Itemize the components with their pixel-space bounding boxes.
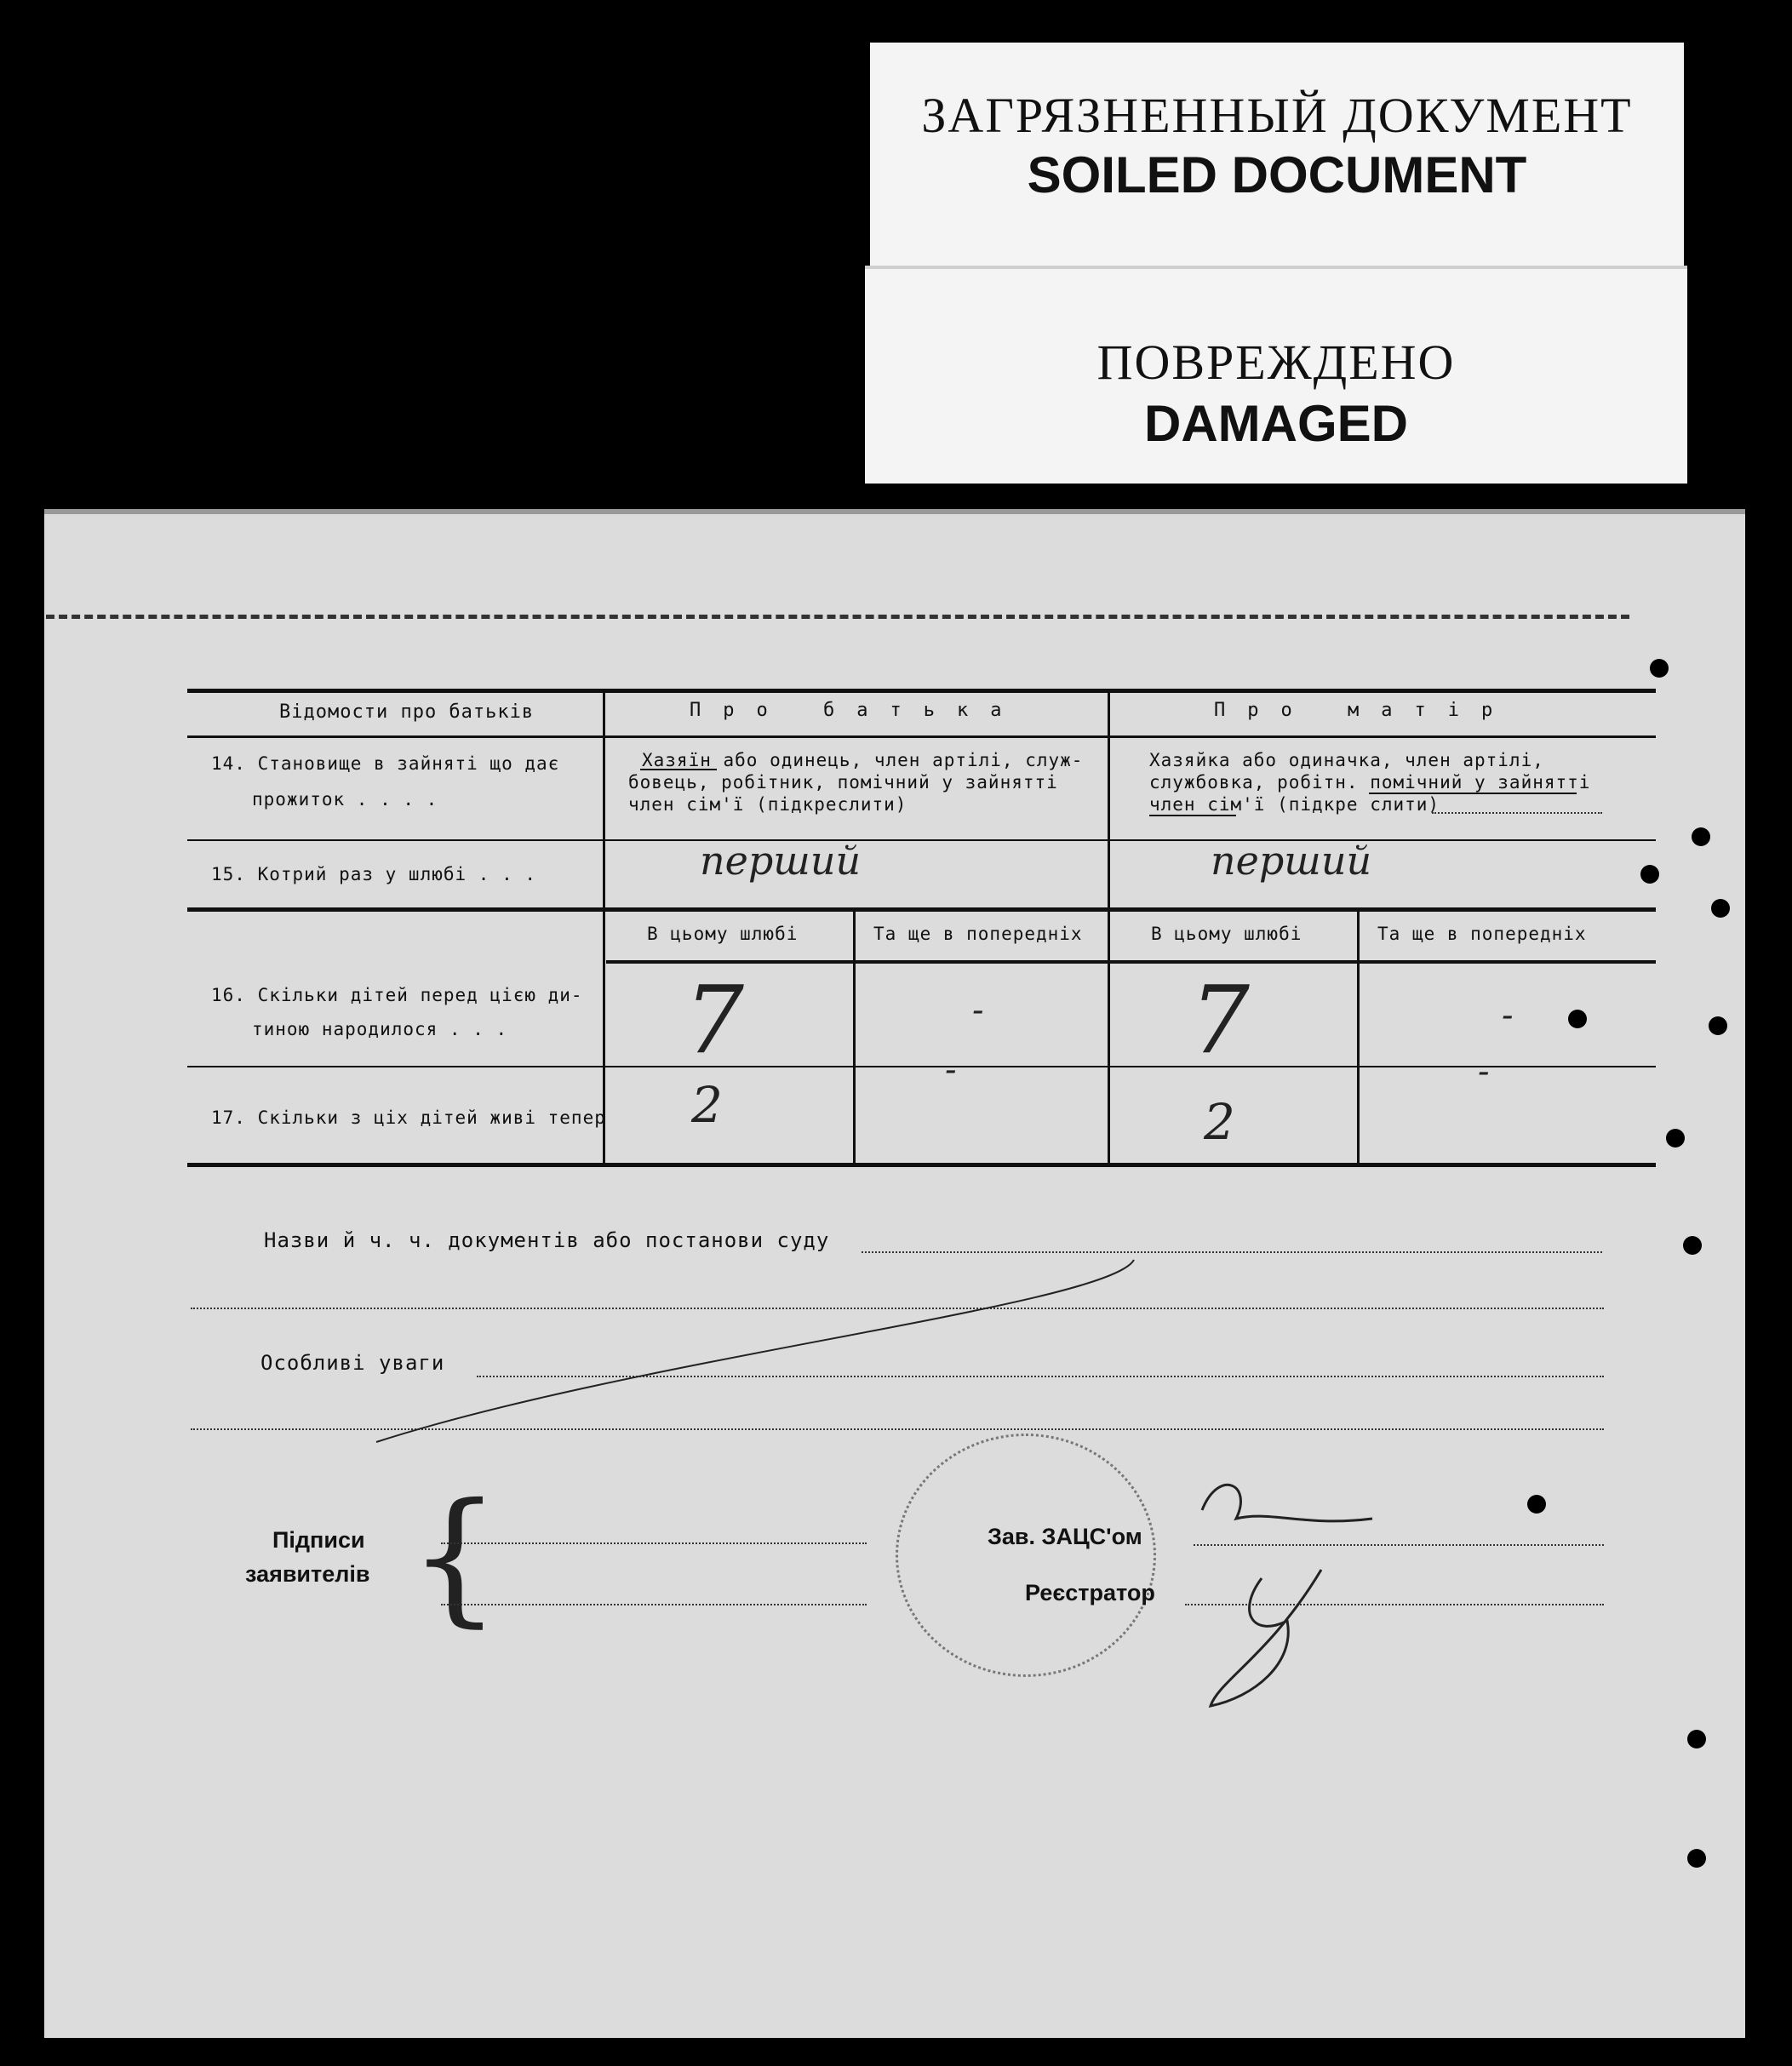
row16-father-this-value: 7 [684,965,744,1074]
row16-label-line2: тиною народилося . . . [252,1019,508,1039]
damaged-label-ru: ПОВРЕЖДЕНО [1096,335,1456,390]
row16-father-prev-value: - [972,991,984,1030]
row17-mother-prev-value: - [1478,1052,1490,1091]
header-mother: Про матір [1214,700,1515,721]
row14-mother-line2: службовка, робітн. помічний у зайнятті [1149,772,1591,793]
row16-mother-prev-value: - [1502,996,1514,1035]
subheader-mother-this-marriage: В цьому шлюбі [1151,924,1302,944]
row17-father-prev-value: - [945,1050,957,1090]
row17-father-this-value: 2 [691,1076,723,1134]
signatures-label-line1: Підписи [272,1527,365,1553]
subheader-father-this-marriage: В цьому шлюбі [647,924,799,944]
underline-mark [1149,793,1577,816]
row17-mother-this-value: 2 [1204,1093,1235,1151]
row15-label: 15. Котрий раз у шлюбі . . . [211,864,537,884]
header-parents-info: Відомости про батьків [279,701,535,723]
row14-mother-line3: член сім'ї (підкре слити) [1149,794,1440,815]
row14-father-line2: бовець, робітник, помічний у зайнятті [628,772,1058,793]
row14-mother-line1: Хазяйка або одиначка, член артілі, [1149,750,1544,770]
row15-mother-handwriting: перший [1211,838,1372,884]
row14-father-line3: член сім'ї (підкреслити) [628,794,907,815]
soiled-document-label [870,43,1684,266]
signatures-label-line2: заявителів [245,1561,370,1587]
row16-label-line1: 16. Скільки дітей перед цією ди- [211,985,583,1005]
row16-mother-this-value: 7 [1190,965,1250,1074]
registrar-label: Реєстратор [1025,1580,1155,1605]
remarks-label: Особливі уваги [260,1351,445,1375]
soiled-label-en: SOILED DOCUMENT [1027,146,1527,203]
documents-label: Назви й ч. ч. документів або постанови суду [264,1228,830,1252]
row14-label-line2: прожиток . . . . [252,789,438,810]
signatures-brace: { [409,1473,501,1641]
registrar-signature [1211,1570,1321,1706]
soiled-label-ru: ЗАГРЯЗНЕННЫЙ ДОКУМЕНТ [921,88,1633,143]
head-registry-label: Зав. ЗАЦС'ом [988,1524,1142,1549]
header-father: Про батька [690,700,1024,721]
subheader-mother-previous: Та ще в попередніх [1377,924,1587,944]
row15-father-handwriting: перший [700,838,862,884]
damaged-document-label [865,266,1687,484]
cancel-stroke [376,1260,1134,1442]
head-signature [1202,1485,1372,1521]
damaged-label-en: DAMAGED [1144,395,1408,452]
handwriting-overlay [44,514,1745,2038]
row17-label: 17. Скільки з ціх дітей живі тепер [211,1107,606,1128]
registry-form-page [44,509,1745,2038]
row14-label-line1: 14. Становище в зайняті що дає [211,753,560,774]
row14-father-line1: Хазяїн або одинець, член артілі, служ- [642,750,1084,770]
subheader-father-previous: Та ще в попередніх [873,924,1083,944]
